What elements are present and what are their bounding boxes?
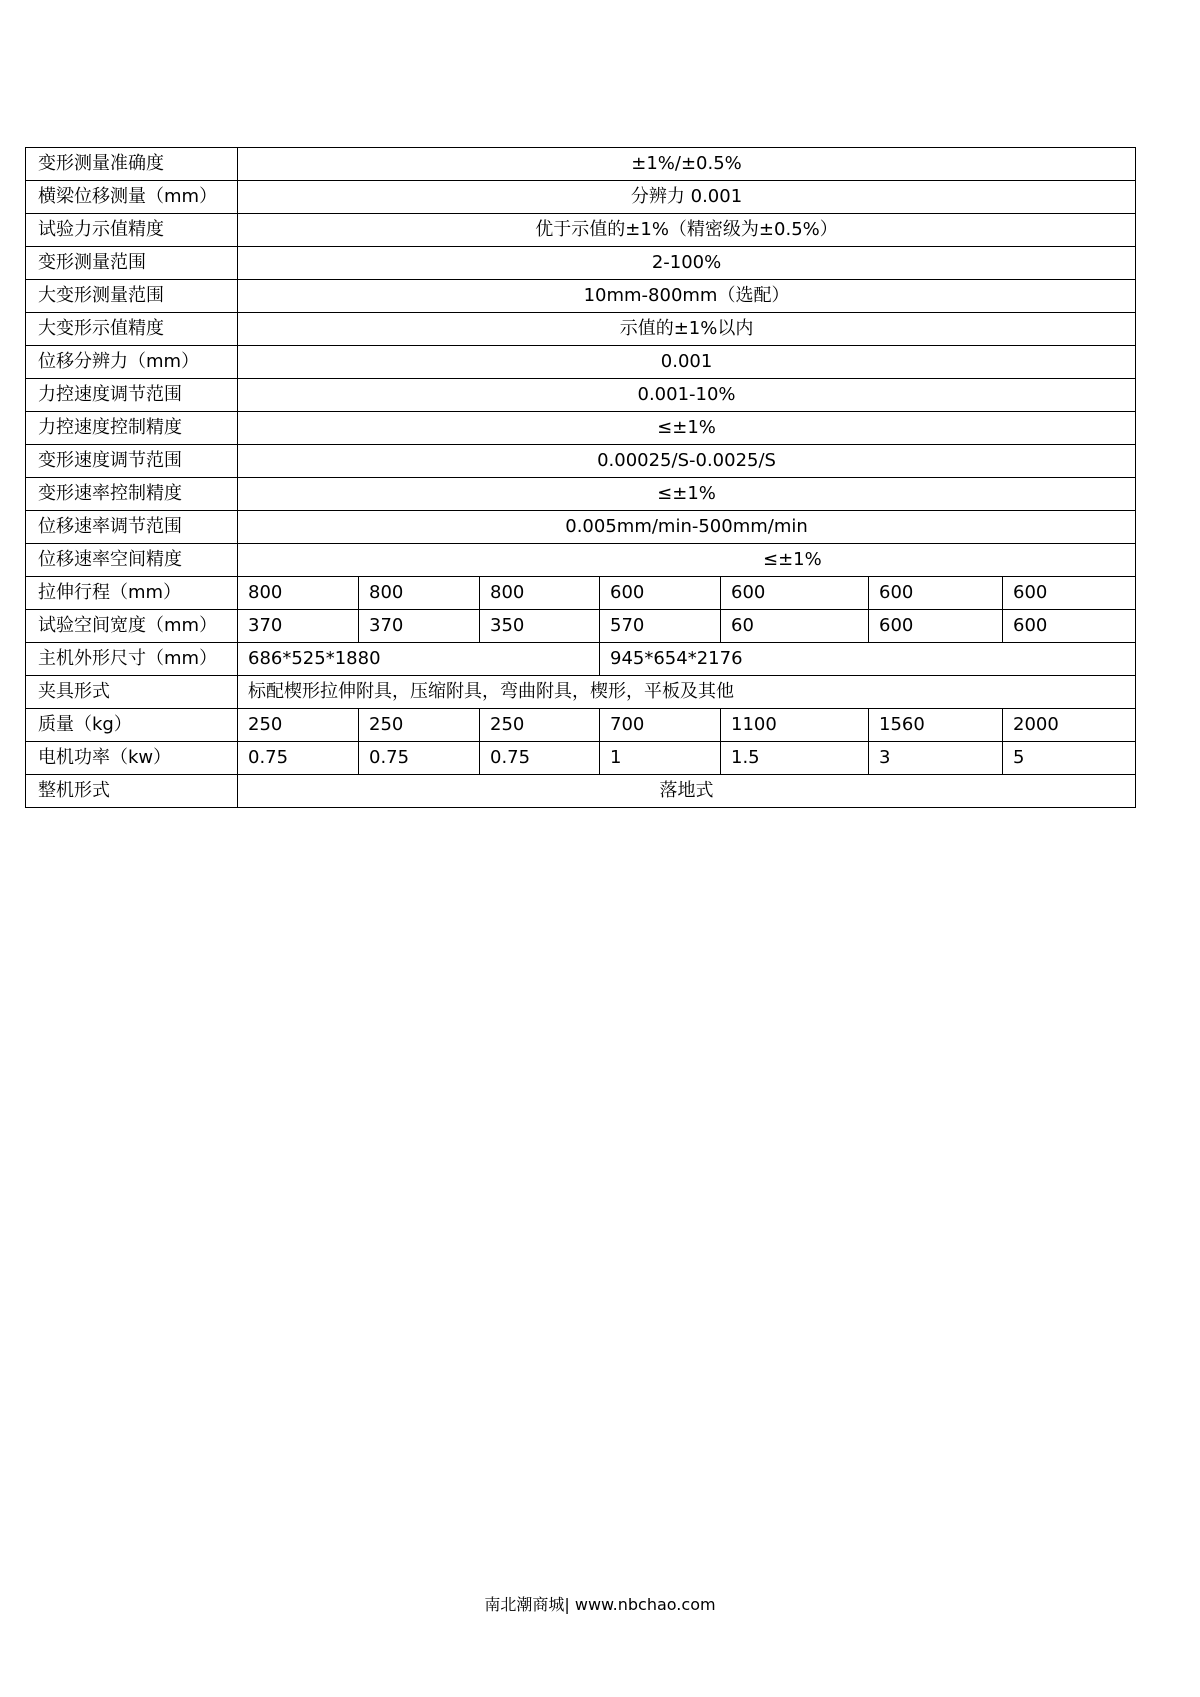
row-value: 0.001 xyxy=(238,346,1136,379)
row-label: 横梁位移测量（mm） xyxy=(26,181,238,214)
row-label: 变形速度调节范围 xyxy=(26,445,238,478)
table-row xyxy=(26,313,1136,346)
table-cell: 700 xyxy=(600,709,721,742)
row-label: 位移速率调节范围 xyxy=(26,511,238,544)
table-row xyxy=(26,775,1136,808)
table-cell: 3 xyxy=(869,742,1003,775)
row-label: 质量（kg） xyxy=(26,709,238,742)
table-cell: 686*525*1880 xyxy=(238,643,600,676)
table-cell: 250 xyxy=(359,709,480,742)
table-cell: 60 xyxy=(721,610,869,643)
row-label: 电机功率（kw） xyxy=(26,742,238,775)
row-label: 主机外形尺寸（mm） xyxy=(26,643,238,676)
row-value: ±1%/±0.5% xyxy=(238,148,1136,181)
table-row xyxy=(26,379,1136,412)
table-cell: 250 xyxy=(238,709,359,742)
table-row xyxy=(26,280,1136,313)
row-label: 变形速率控制精度 xyxy=(26,478,238,511)
table-row xyxy=(26,148,1136,181)
row-value: 标配楔形拉伸附具，压缩附具，弯曲附具，楔形，平板及其他 xyxy=(238,676,1136,709)
table-row xyxy=(26,478,1136,511)
table-row xyxy=(26,577,1136,610)
row-value: 10mm-800mm（选配） xyxy=(238,280,1136,313)
table-row xyxy=(26,643,1136,676)
table-cell: 945*654*2176 xyxy=(600,643,1136,676)
table-cell: 600 xyxy=(869,577,1003,610)
row-label: 夹具形式 xyxy=(26,676,238,709)
row-value: 落地式 xyxy=(238,775,1136,808)
row-value: ≤±1% xyxy=(238,412,1136,445)
row-label: 大变形示值精度 xyxy=(26,313,238,346)
table-cell: 0.75 xyxy=(359,742,480,775)
table-cell: 350 xyxy=(480,610,600,643)
row-value: 示值的±1%以内 xyxy=(238,313,1136,346)
table-cell: 600 xyxy=(1003,610,1136,643)
row-label: 试验空间宽度（mm） xyxy=(26,610,238,643)
table-row xyxy=(26,544,1136,577)
row-label: 拉伸行程（mm） xyxy=(26,577,238,610)
row-value: 分辨力 0.001 xyxy=(238,181,1136,214)
table-cell: 1100 xyxy=(721,709,869,742)
table-cell: 0.75 xyxy=(480,742,600,775)
footer-text: 南北潮商城| www.nbchao.com xyxy=(484,1595,716,1614)
table-row xyxy=(26,676,1136,709)
row-value: 0.005mm/min-500mm/min xyxy=(238,511,1136,544)
row-label: 变形测量范围 xyxy=(26,247,238,280)
table-cell: 370 xyxy=(238,610,359,643)
row-value: 优于示值的±1%（精密级为±0.5%） xyxy=(238,214,1136,247)
row-label: 变形测量准确度 xyxy=(26,148,238,181)
table-cell: 1 xyxy=(600,742,721,775)
table-cell: 2000 xyxy=(1003,709,1136,742)
row-label: 大变形测量范围 xyxy=(26,280,238,313)
table-row xyxy=(26,445,1136,478)
row-label: 整机形式 xyxy=(26,775,238,808)
table-cell: 370 xyxy=(359,610,480,643)
table-row xyxy=(26,742,1136,775)
table-row xyxy=(26,214,1136,247)
row-label: 力控速度调节范围 xyxy=(26,379,238,412)
table-cell: 800 xyxy=(359,577,480,610)
table-cell: 600 xyxy=(721,577,869,610)
table-cell: 800 xyxy=(238,577,359,610)
row-value: ≤±1% xyxy=(238,478,1136,511)
table-cell: 1560 xyxy=(869,709,1003,742)
table-cell: 250 xyxy=(480,709,600,742)
table-cell: 800 xyxy=(480,577,600,610)
table-row xyxy=(26,412,1136,445)
row-label: 试验力示值精度 xyxy=(26,214,238,247)
row-label: 位移分辨力（mm） xyxy=(26,346,238,379)
table-row xyxy=(26,346,1136,379)
table-cell: 600 xyxy=(600,577,721,610)
table-row xyxy=(26,610,1136,643)
row-label: 位移速率空间精度 xyxy=(26,544,238,577)
table-row xyxy=(26,247,1136,280)
row-value: ≤±1% xyxy=(238,544,1136,577)
table-cell: 5 xyxy=(1003,742,1136,775)
row-label: 力控速度控制精度 xyxy=(26,412,238,445)
table-cell: 0.75 xyxy=(238,742,359,775)
table-row xyxy=(26,511,1136,544)
table-cell: 570 xyxy=(600,610,721,643)
table-row xyxy=(26,181,1136,214)
table-row xyxy=(26,709,1136,742)
row-value: 0.00025/S-0.0025/S xyxy=(238,445,1136,478)
row-value: 0.001-10% xyxy=(238,379,1136,412)
table-cell: 600 xyxy=(869,610,1003,643)
spec-table xyxy=(25,147,1136,808)
table-cell: 600 xyxy=(1003,577,1136,610)
row-value: 2-100% xyxy=(238,247,1136,280)
table-cell: 1.5 xyxy=(721,742,869,775)
